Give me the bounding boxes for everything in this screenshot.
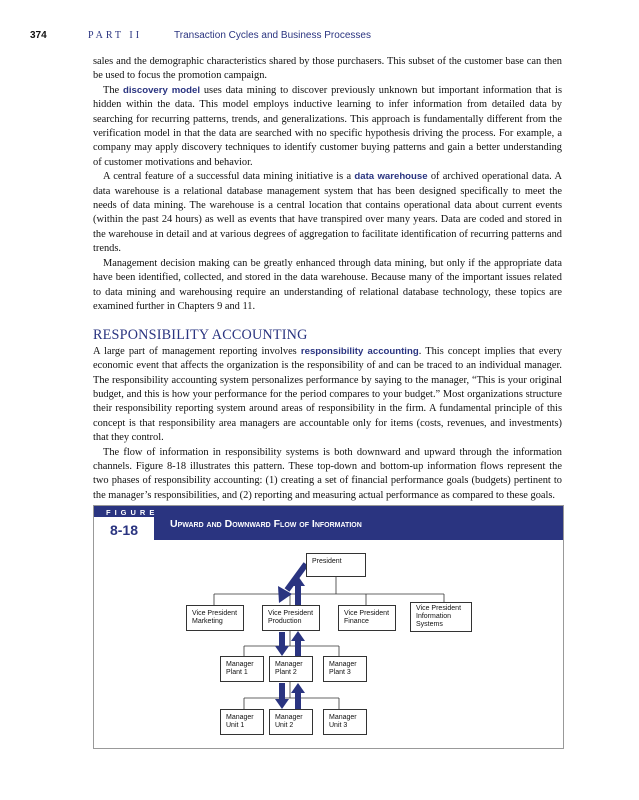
- down-arrow-head: [275, 646, 289, 656]
- key-term: data warehouse: [354, 171, 428, 183]
- section-heading: RESPONSIBILITY ACCOUNTING: [93, 327, 308, 344]
- figure-title: Upward and Downward Flow of Information: [170, 518, 362, 530]
- vp-marketing-box: Vice President Marketing: [186, 605, 244, 631]
- manager-unit-3-box: Manager Unit 3: [323, 709, 367, 735]
- up-arrow-head: [291, 683, 305, 693]
- manager-unit-2-box: Manager Unit 2: [269, 709, 313, 735]
- part-label: PART II: [88, 30, 143, 41]
- running-header: [30, 30, 599, 44]
- key-term: responsibility accounting: [300, 345, 419, 357]
- down-arrow-head: [275, 699, 289, 709]
- vp-information-systems-box: Vice President Information Systems: [410, 602, 472, 632]
- vp-finance-box: Vice President Finance: [338, 605, 396, 631]
- manager-plant-3-box: Manager Plant 3: [323, 656, 367, 682]
- manager-plant-1-box: Manager Plant 1: [220, 656, 264, 682]
- president-box: President: [306, 553, 366, 577]
- paragraph: Management decision making can be greatly enhanced through data mining, but only if the appropriate data have been identified, collected, and stored in the data warehouse. Because many of the important issues related to data mining and warehousing require an understanding of relational database technology, these topics are examined further in Chapters 9 and 11.: [93, 257, 562, 312]
- up-arrow-head: [291, 631, 305, 641]
- key-term: discovery model: [123, 84, 200, 96]
- manager-plant-2-box: Manager Plant 2: [269, 656, 313, 682]
- page-number: 374: [30, 30, 47, 41]
- paragraph: A central feature of a successful data mining initiative is a data warehouse of archived operational data. A data warehouse is a relational database management system that has been designed specifically to meet the needs of data mining. The warehouse is a central location that contains operational data about current events (within the past 24 hours) as well as events that have transpired over many years. Data are coded and stored in the warehouse in detail and at various degrees of aggregation to facilitate identification of recurring patterns and trends.: [93, 171, 562, 255]
- figure-number: 8-18: [94, 517, 154, 543]
- paragraph: sales and the demographic characteristics shared by those purchasers. This subset of the customer base can then be used to focus the promotion campaign.: [93, 56, 562, 82]
- body-text: [93, 55, 562, 503]
- manager-unit-1-box: Manager Unit 1: [220, 709, 264, 735]
- paragraph: A large part of management reporting involves responsibility accounting. This concept implies that every economic event that affects the organization is the responsibility of and can be traced to an individual manager. The responsibility accounting system personalizes performance by saying to the manager, “This is your original budget, and this is how your performance for the period compares to your budget.” Most organizations structure their responsibility reporting system around areas of responsibility in the firm. A fundamental principle of this concept is that responsibility area managers are accountable only for items (costs, revenues, and investments) that they control.: [93, 345, 562, 444]
- chapter-title: Transaction Cycles and Business Processes: [174, 30, 371, 41]
- figure-label: FIGURE: [106, 508, 159, 517]
- figure-8-18: [93, 505, 564, 749]
- paragraph: The discovery model uses data mining to discover previously unknown but important information that is hidden within the data. This model employs inductive learning to infer information from detailed data by searching for recurring patterns, trends, and generalizations. This approach is fundamentally different from the verification model in that the data are searched with no specific hypothesis driving the process. For example, a company may apply discovery techniques to identify customer buying patterns and gain a better understanding of customer motivations and behavior.: [93, 84, 562, 168]
- paragraph: The flow of information in responsibility systems is both downward and upward through the information channels. Figure 8-18 illustrates this pattern. These top-down and bottom-up information flows represent the two phases of responsibility accounting: (1) creating a set of financial performance goals (budgets) pertinent to the manager’s responsibilities, and (2) reporting and measuring actual performance as compared to these goals.: [93, 446, 562, 501]
- vp-production-box: Vice President Production: [262, 605, 320, 631]
